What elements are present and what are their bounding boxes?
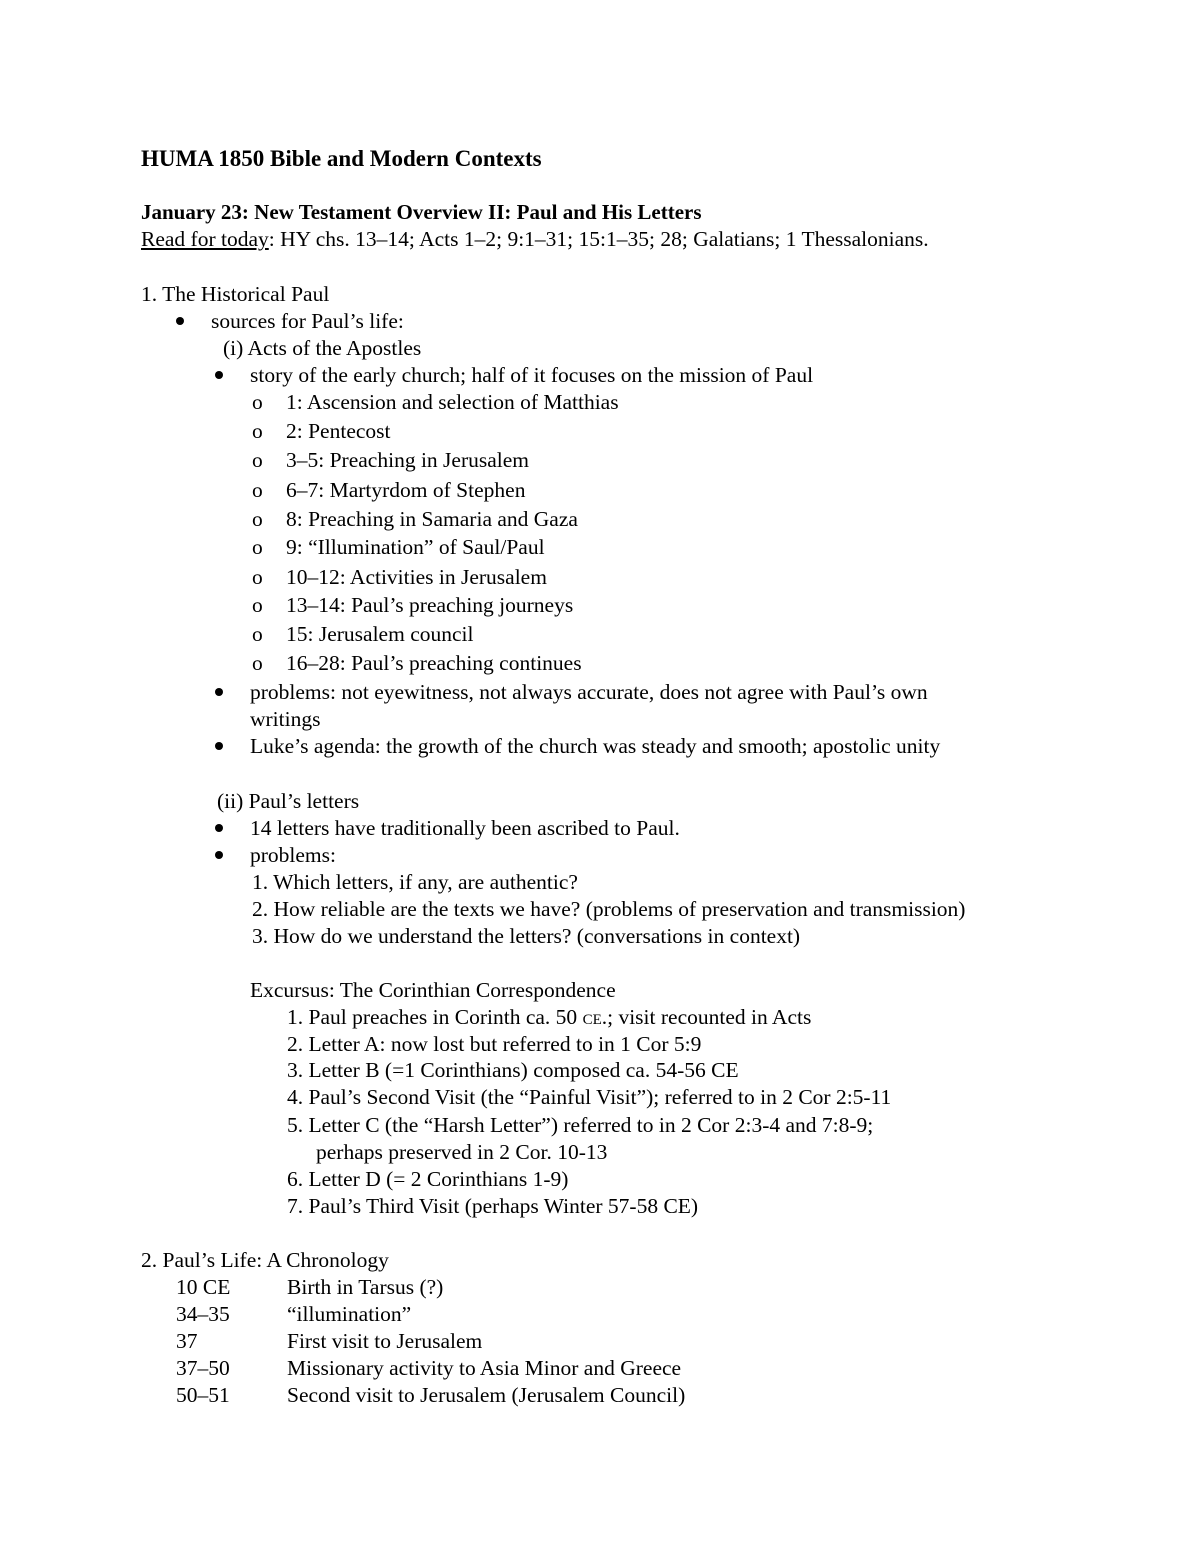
letters-problem-item: 3. How do we understand the letters? (conversations in context) [252, 924, 801, 948]
course-title: HUMA 1850 Bible and Modern Contexts [141, 146, 542, 171]
chronology-date: 10 CE [176, 1275, 231, 1299]
excursus-item-text: 1. Paul preaches in Corinth ca. 50 [287, 1005, 583, 1029]
section1-heading: 1. The Historical Paul [141, 282, 330, 306]
chapter-item: 3–5: Preaching in Jerusalem [286, 448, 530, 472]
excursus-item: 3. Letter B (=1 Corinthians) composed ca. 54-56 CE [287, 1058, 739, 1082]
letters-count: 14 letters have traditionally been ascribed to Paul. [250, 816, 680, 840]
excursus-item: 6. Letter D (= 2 Corinthians 1-9) [287, 1167, 569, 1191]
chapter-item: 1: Ascension and selection of Matthias [286, 390, 619, 414]
luke-agenda: Luke’s agenda: the growth of the church was steady and smooth; apostolic unity [250, 734, 941, 758]
lecture-title: January 23: New Testament Overview II: Paul and His Letters [141, 200, 702, 224]
chapter-marker: o [252, 448, 263, 472]
letters-problem-item: 2. How reliable are the texts we have? (problems of preservation and transmission) [252, 897, 966, 921]
chapter-item: 6–7: Martyrdom of Stephen [286, 478, 526, 502]
excursus-item-continued: perhaps preserved in 2 Cor. 10-13 [316, 1140, 608, 1164]
acts-story: story of the early church; half of it focuses on the mission of Paul [250, 363, 814, 387]
bullet-icon [215, 371, 223, 379]
chronology-date: 34–35 [176, 1302, 230, 1326]
chapter-item: 13–14: Paul’s preaching journeys [286, 593, 574, 617]
excursus-item: 7. Paul’s Third Visit (perhaps Winter 57-58 CE) [287, 1194, 699, 1218]
bullet-icon [215, 824, 223, 832]
reading-line [141, 229, 929, 251]
chapter-item: 8: Preaching in Samaria and Gaza [286, 507, 578, 531]
chapter-marker: o [252, 390, 263, 414]
chronology-event: Birth in Tarsus (?) [287, 1275, 444, 1299]
chapter-item: 2: Pentecost [286, 419, 391, 443]
bullet-icon [176, 317, 184, 325]
excursus-item: 2. Letter A: now lost but referred to in 1 Cor 5:9 [287, 1032, 702, 1056]
chronology-event: Second visit to Jerusalem (Jerusalem Council) [287, 1383, 686, 1407]
acts-problems-line2: writings [250, 707, 321, 731]
letters-problems-label: problems: [250, 843, 336, 867]
chronology-event: Missionary activity to Asia Minor and Greece [287, 1356, 682, 1380]
acts-heading: (i) Acts of the Apostles [223, 336, 422, 360]
sources-label: sources for Paul’s life: [211, 309, 404, 333]
chapter-marker: o [252, 507, 263, 531]
chapter-marker: o [252, 651, 263, 675]
chronology-date: 50–51 [176, 1383, 230, 1407]
reading-label: Read for today [141, 227, 269, 251]
chapter-item: 10–12: Activities in Jerusalem [286, 565, 547, 589]
excursus-item: 4. Paul’s Second Visit (the “Painful Visit”); referred to in 2 Cor 2:5-11 [287, 1085, 892, 1109]
letters-problem-item: 1. Which letters, if any, are authentic? [252, 870, 578, 894]
era-abbreviation: CE [582, 1012, 602, 1028]
bullet-icon [215, 742, 223, 750]
bullet-icon [215, 851, 223, 859]
chapter-marker: o [252, 478, 263, 502]
chapter-item: 15: Jerusalem council [286, 622, 474, 646]
reading-text: : HY chs. 13–14; Acts 1–2; 9:1–31; 15:1–35; 28; Galatians; 1 Thessalonians. [268, 227, 929, 251]
excursus-item-text: .; visit recounted in Acts [601, 1005, 812, 1029]
excursus-item [287, 1007, 811, 1029]
chapter-item: 9: “Illumination” of Saul/Paul [286, 535, 545, 559]
chapter-marker: o [252, 535, 263, 559]
bullet-icon [215, 688, 223, 696]
section2-heading: 2. Paul’s Life: A Chronology [141, 1248, 389, 1272]
chronology-event: “illumination” [287, 1302, 412, 1326]
chapter-marker: o [252, 593, 263, 617]
chronology-event: First visit to Jerusalem [287, 1329, 483, 1353]
acts-problems-line1: problems: not eyewitness, not always accurate, does not agree with Paul’s own [250, 680, 928, 704]
chronology-date: 37–50 [176, 1356, 230, 1380]
chapter-marker: o [252, 622, 263, 646]
chapter-marker: o [252, 565, 263, 589]
chapter-marker: o [252, 419, 263, 443]
excursus-heading: Excursus: The Corinthian Correspondence [250, 978, 616, 1002]
excursus-item: 5. Letter C (the “Harsh Letter”) referred to in 2 Cor 2:3-4 and 7:8-9; [287, 1113, 874, 1137]
chronology-date: 37 [176, 1329, 198, 1353]
letters-heading: (ii) Paul’s letters [217, 789, 360, 813]
chapter-item: 16–28: Paul’s preaching continues [286, 651, 582, 675]
